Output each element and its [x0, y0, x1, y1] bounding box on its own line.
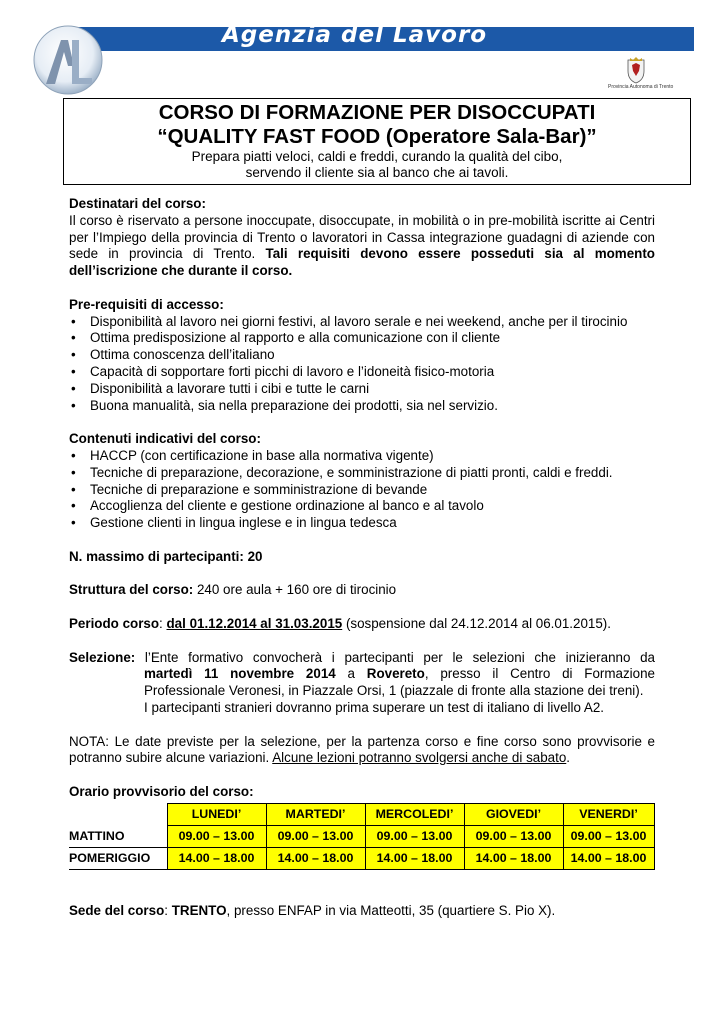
day-header: LUNEDI’ [167, 803, 266, 825]
time-cell: 14.00 – 18.00 [464, 847, 563, 869]
orario-heading: Orario provvisorio del corso: [69, 783, 254, 799]
agenzia-logo [28, 22, 106, 100]
partecipanti-text: N. massimo di partecipanti: 20 [69, 548, 263, 564]
list-item: • Ottima predisposizione al rapporto e alla comunicazione con il cliente [69, 330, 655, 347]
list-item: • Tecniche di preparazione e somministrazione di bevande [69, 482, 655, 499]
selezione-city: Rovereto [366, 666, 425, 682]
selezione-first-line [69, 650, 655, 667]
day-header: MARTEDI’ [266, 803, 365, 825]
table-row [69, 803, 654, 825]
prerequisiti-heading: Pre-requisiti di accesso: [69, 296, 224, 312]
list-item: • Disponibilità a lavorare tutti i cibi e tutte le carni [69, 381, 655, 398]
time-cell: 09.00 – 13.00 [266, 825, 365, 847]
destinatari-bold-text: Tali requisiti devono essere posseduti sia al momento dell’iscrizione che durante il corso. [69, 246, 655, 279]
time-cell: 09.00 – 13.00 [464, 825, 563, 847]
prerequisiti-list [69, 314, 655, 415]
row-label: MATTINO [69, 825, 167, 847]
periodo-note: (sospensione dal 24.12.2014 al 06.01.2015). [342, 615, 611, 631]
destinatari-text: Il corso è riservato a persone inoccupate, disoccupate, in mobilità o in pre-mobilità iscritte ai Centri per l’Impiego della provincia di Trento o lavoratori in Cassa integrazione guadagni di aziende con sede in provincia di Trento. [69, 212, 655, 262]
time-cell: 14.00 – 18.00 [365, 847, 464, 869]
nota-text: NOTA: Le date previste per la selezione, per la partenza corso e fine corso sono provvisorie e potranno subire alcune variazioni. [69, 733, 655, 766]
selezione-block [69, 650, 655, 717]
day-header: GIOVEDI’ [464, 803, 563, 825]
periodo-label: Periodo corso [69, 615, 160, 631]
periodo-dates: dal 01.12.2014 al 31.03.2015 [166, 615, 343, 631]
row-label: POMERIGGIO [69, 847, 167, 869]
selezione-note: I partecipanti stranieri dovranno prima superare un test di italiano di livello A2. [144, 699, 604, 715]
selezione-line1: l’Ente formativo convocherà i partecipanti per le selezioni che inizieranno da [135, 649, 655, 665]
course-description-1: Prepara piatti veloci, caldi e freddi, curando la qualità del cibo, [191, 149, 563, 164]
sede-rest: , presso ENFAP in via Matteotti, 35 (quartiere S. Pio X). [226, 903, 556, 919]
nota-end: . [566, 750, 571, 766]
contenuti-list [69, 448, 655, 532]
periodo-line [69, 616, 655, 633]
sede-city: TRENTO [171, 903, 227, 919]
list-item: • Ottima conoscenza dell’italiano [69, 347, 655, 364]
time-cell: 09.00 – 13.00 [365, 825, 464, 847]
table-row [69, 847, 654, 869]
nota-underlined: Alcune lezioni potranno svolgersi anche di sabato [272, 750, 567, 766]
course-subtitle: “QUALITY FAST FOOD (Operatore Sala-Bar)” [157, 125, 597, 148]
sede-colon: : [164, 903, 172, 919]
list-item: • Gestione clienti in lingua inglese e in lingua tedesca [69, 515, 655, 532]
time-cell: 09.00 – 13.00 [167, 825, 266, 847]
document-body [69, 196, 655, 920]
schedule-table [69, 803, 655, 870]
selezione-details [69, 666, 655, 700]
list-item: • Buona manualità, sia nella preparazione dei prodotti, sia nel servizio. [69, 398, 655, 415]
selezione-a: a [335, 666, 367, 682]
banner-title: Agenzia del Lavoro [222, 22, 488, 48]
struttura-label: Struttura del corso: [69, 582, 194, 598]
contenuti-heading: Contenuti indicativi del corso: [69, 431, 261, 447]
time-cell: 14.00 – 18.00 [167, 847, 266, 869]
time-cell: 09.00 – 13.00 [563, 825, 654, 847]
provincia-crest-icon [623, 56, 649, 84]
selezione-date: martedì 11 novembre 2014 [144, 666, 336, 682]
day-header: VENERDI’ [563, 803, 654, 825]
periodo-colon: : [159, 615, 167, 631]
list-item: • HACCP (con certificazione in base alla normativa vigente) [69, 448, 655, 465]
sede-label: Sede del corso [69, 903, 165, 919]
day-header: MERCOLEDI’ [365, 803, 464, 825]
time-cell: 14.00 – 18.00 [266, 847, 365, 869]
nota-paragraph [69, 734, 655, 768]
time-cell: 14.00 – 18.00 [563, 847, 654, 869]
course-description-2: servendo il cliente sia al banco che ai tavoli. [245, 165, 509, 180]
sede-line [69, 903, 655, 920]
title-box [63, 98, 691, 185]
list-item: • Accoglienza del cliente e gestione ordinazione al banco e al tavolo [69, 498, 655, 515]
course-title: CORSO DI FORMAZIONE PER DISOCCUPATI [158, 101, 596, 124]
struttura-value: 240 ore aula + 160 ore di tirocinio [193, 582, 397, 598]
destinatari-paragraph [69, 213, 655, 280]
list-item: • Tecniche di preparazione, decorazione, e somministrazione di piatti pronti, caldi e freddi. [69, 465, 655, 482]
list-item: • Capacità di sopportare forti picchi di lavoro e l’idoneità fisico-motoria [69, 364, 655, 381]
struttura-line [69, 582, 655, 599]
selezione-label: Selezione: [69, 649, 136, 665]
selezione-rest: , presso il Centro di Formazione Professionale Veronesi, in Piazzale Orsi, 1 (piazzale di fronte alla stazione dei treni). [144, 666, 656, 699]
list-item: • Disponibilità al lavoro nei giorni festivi, al lavoro serale e nei weekend, anche per il tirocinio [69, 314, 655, 331]
destinatari-heading: Destinatari del corso: [69, 196, 206, 211]
table-row [69, 825, 654, 847]
crest-caption: Provincia Autonoma di Trento [608, 84, 674, 90]
